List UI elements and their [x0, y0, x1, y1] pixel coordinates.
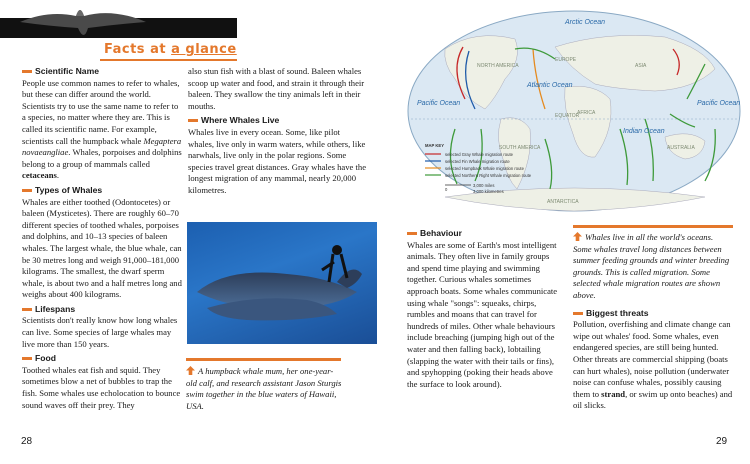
section-heading-where: Where Whales Live	[188, 115, 366, 127]
lifespans-text: Scientists don't really know how long whales can live. Some species of large whales may live more than 150 years.	[22, 315, 178, 349]
map-label-north-america: NORTH AMERICA	[477, 63, 519, 69]
food-text-part-1: Toothed whales eat fish and squid. They sometimes blow a net of bubbles to trap the fish. Some whales use echolocation to bounce sound waves off their prey. They	[22, 364, 181, 410]
section-heading-lifespans: Lifespans	[22, 304, 182, 316]
up-arrow-icon	[186, 366, 195, 375]
map-label-atlantic: Atlantic Ocean	[527, 82, 573, 89]
column-3	[407, 228, 560, 391]
map-label-south-america: SOUTH AMERICA	[499, 145, 541, 151]
map-label-arctic: Arctic Ocean	[565, 19, 606, 26]
food-text-part-2: also stun fish with a blast of sound. Baleen whales scoop up water and food, and strain it through their baleen. They swallow the tiny animals left in their mouths.	[188, 66, 365, 111]
map-scale-miles: 3,000 miles	[473, 183, 495, 188]
map-caption-rule	[573, 225, 733, 228]
whale-migration-map	[405, 9, 743, 214]
map-label-equator: EQUATOR	[555, 113, 580, 119]
section-heading-types: Types of Whales	[22, 185, 182, 197]
threats-text: Pollution, overfishing and climate change can wipe out whales' food. Some whales, even endangered species, are still being hunted. Other threats are commercial shipping (boats can hurt whales), noise pollution (underwater noise can confuse whales, possibly causing them to strand, or swim up onto beaches) and oil slicks.	[573, 319, 733, 411]
column-2	[188, 66, 366, 198]
page-number-left: 28	[21, 436, 33, 447]
section-heading-scientific-name: Scientific Name	[22, 66, 182, 78]
photo-caption-rule	[186, 358, 341, 361]
map-label-australia: AUSTRALIA	[667, 145, 695, 151]
photo-caption: A humpback whale mum, her one-year-old calf, and research assistant Jason Sturgis swim together in the blue waters of Hawaii, USA.	[186, 366, 342, 411]
map-scale-km: 3,000 kilometres	[473, 189, 504, 194]
title-underline	[100, 59, 237, 61]
behaviour-text: Whales are some of Earth's most intelligent animals. They often live in family groups and spend time playing and swimming together. Curious whales sometimes approach boats. Some whales communicate using whale "songs": squeaks, chirps, rumbles and moans that can travel for hundreds of miles. Other whale behaviours include breaching (jumping high out of the water and then falling back), lobtailing (slapping the water with their tails or fins), and spyhopping (poking their heads above the surface to look around).	[407, 239, 558, 389]
scientific-name-text: People use common names to refer to whales, but these can differ around the world. Scientists try to use the same name to refer to a species, no matter where they are. This is called its scientific name. For example, scientists call the humpback whale Megaptera novaeangliae. Whales, porpoises and dolphins belong to a group of mammals called cetaceans.	[22, 77, 182, 181]
section-heading-behaviour: Behaviour	[407, 228, 560, 240]
column-4	[573, 232, 733, 413]
map-caption: Whales live in all the world's oceans. Some whales travel long distances between summer feeding grounds and winter breeding grounds. This is called migration. Some selected whale migration routes are shown above.	[573, 232, 730, 300]
page-title: Facts at a glance	[104, 42, 237, 57]
section-heading-threats: Biggest threats	[573, 308, 733, 320]
map-label-africa: AFRICA	[577, 110, 596, 116]
map-key-humpback-whale: selected Humpback Whale migration route	[445, 166, 524, 171]
where-text: Whales live in every ocean. Some, like pilot whales, live only in warm waters, while others, like narwhals, live only in the polar regions. Some species travel great distances. Gray whales have the longest migration of any mammal, nearly 20,000 kilometres.	[188, 126, 367, 195]
map-label-pacific-left: Pacific Ocean	[417, 100, 461, 107]
section-heading-food: Food	[22, 353, 182, 365]
humpback-whale-photo	[187, 222, 377, 344]
map-key-title: MAP KEY	[425, 143, 445, 148]
map-label-asia: ASIA	[635, 63, 647, 69]
map-label-indian: Indian Ocean	[623, 128, 665, 135]
map-key-fin-whale: selected Fin Whale migration route	[445, 159, 510, 164]
up-arrow-icon	[573, 232, 582, 241]
map-key-gray-whale: selected Gray Whale migration route	[445, 152, 513, 157]
map-label-pacific-right: Pacific Ocean	[697, 100, 741, 107]
map-key-right-whale: selected Northern Right Whale migration route	[445, 173, 532, 178]
map-label-europe: EUROPE	[555, 57, 577, 63]
page-number-right: 29	[716, 436, 728, 447]
whale-tail-image	[18, 2, 148, 42]
map-label-antarctica: ANTARCTICA	[547, 199, 579, 205]
column-1	[22, 66, 182, 412]
types-text: Whales are either toothed (Odontocetes) or baleen (Mysticetes). There are roughly 60–70 different species of toothed whales, porpoises and dolphins, and 10–13 species of baleen whales. The largest whale, the blue whale, can be 30 metres long and weigh 91,000–181,000 kilograms. The smallest, the dwarf sperm whale, is about two and a half metres long and weighs about 400 kilograms.	[22, 196, 182, 300]
map-scale-zero: 0	[445, 187, 448, 192]
